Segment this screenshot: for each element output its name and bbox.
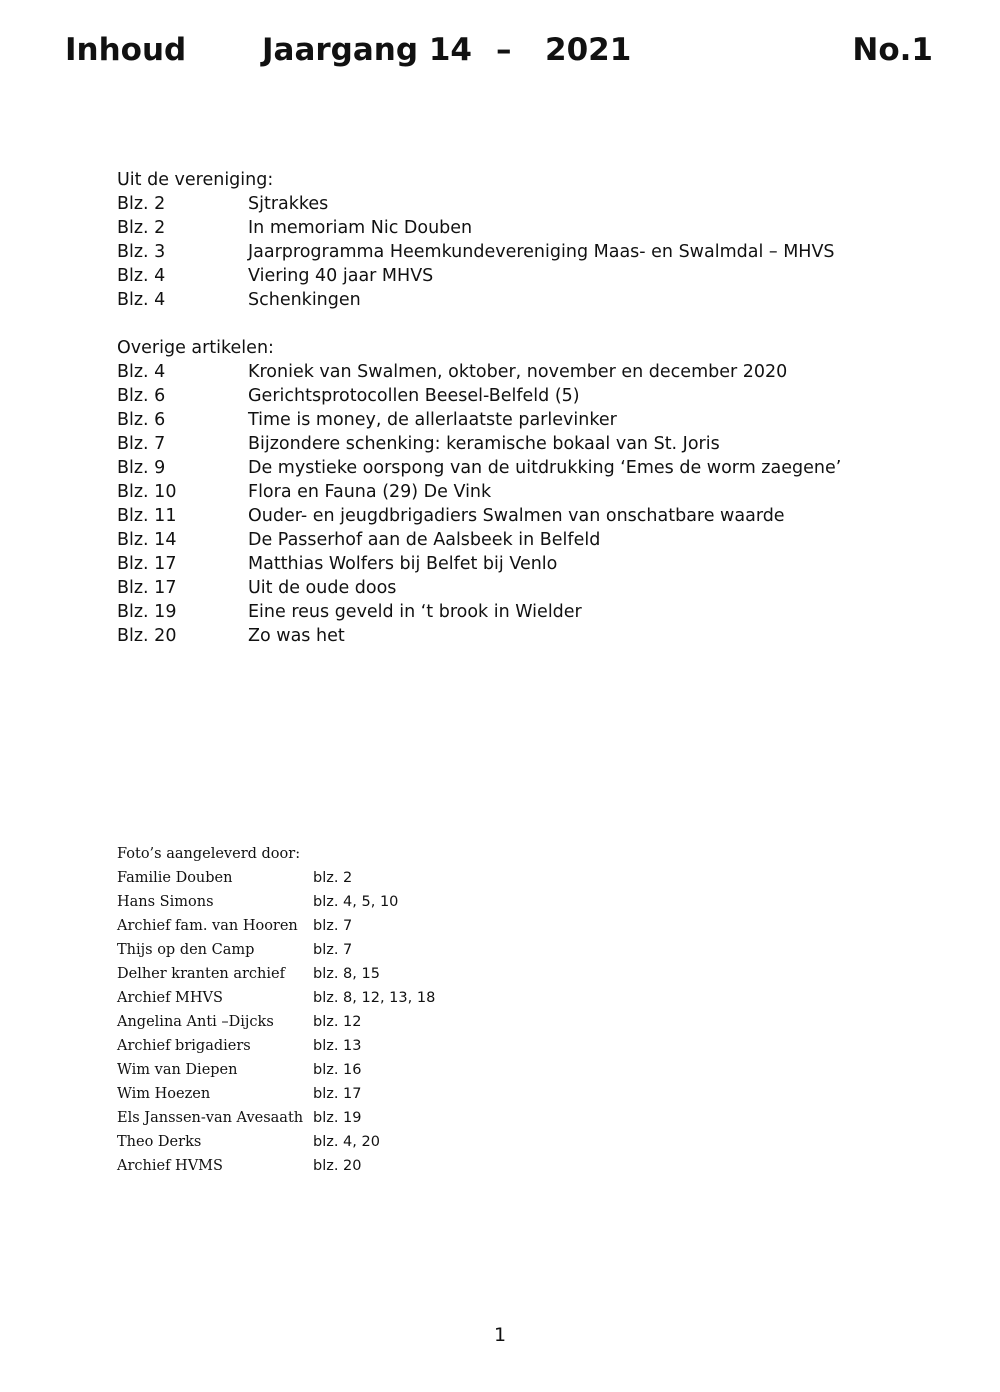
credit-pages: blz. 7 (313, 918, 353, 934)
credit-row (117, 890, 617, 914)
toc-title: Zo was het (248, 626, 345, 646)
credit-pages: blz. 4, 20 (313, 1134, 380, 1150)
page-number: 1 (493, 1324, 507, 1346)
header-issue-number: No.1 (852, 32, 933, 68)
toc-entry (117, 504, 917, 528)
toc-title: Flora en Fauna (29) De Vink (248, 482, 492, 502)
toc-title: Eine reus geveld in ‘t brook in Wielder (248, 602, 582, 622)
header-year: 2021 (545, 32, 632, 68)
toc-title: De Passerhof aan de Aalsbeek in Belfeld (248, 530, 601, 550)
credit-source: Familie Douben (117, 870, 233, 886)
credit-row (117, 1010, 617, 1034)
toc-entry (117, 456, 917, 480)
credit-row (117, 986, 617, 1010)
toc-entry (117, 216, 917, 240)
header-jaargang: Jaargang 14 (262, 32, 472, 68)
credit-source: Theo Derks (117, 1134, 202, 1150)
toc-entry (117, 576, 917, 600)
credit-source: Els Janssen-van Avesaath (117, 1110, 304, 1126)
photo-credits (117, 842, 617, 1178)
toc-title: Sjtrakkes (248, 194, 329, 214)
section-overige-artikelen (117, 336, 917, 648)
section-uit-de-vereniging (117, 168, 917, 312)
toc-title: Viering 40 jaar MHVS (248, 266, 434, 286)
credit-pages: blz. 13 (313, 1038, 362, 1054)
credit-source: Archief MHVS (117, 990, 223, 1006)
toc-entry (117, 192, 917, 216)
toc-entry (117, 624, 917, 648)
credit-source: Wim van Diepen (117, 1062, 238, 1078)
toc-entry (117, 240, 917, 264)
toc-page: Blz. 17 (117, 554, 177, 574)
toc-title: Time is money, de allerlaatste parlevinker (248, 410, 617, 430)
toc-title: Matthias Wolfers bij Belfet bij Venlo (248, 554, 558, 574)
toc-entry (117, 408, 917, 432)
credit-row (117, 1058, 617, 1082)
toc-page: Blz. 14 (117, 530, 177, 550)
toc-title: Schenkingen (248, 290, 361, 310)
toc-title: Kroniek van Swalmen, oktober, november en december 2020 (248, 362, 788, 382)
toc-page: Blz. 2 (117, 194, 166, 214)
toc-page: Blz. 20 (117, 626, 177, 646)
credit-pages: blz. 4, 5, 10 (313, 894, 399, 910)
section-title: Overige artikelen: (117, 338, 274, 358)
page-header (0, 32, 1000, 82)
toc-page: Blz. 2 (117, 218, 166, 238)
toc-page: Blz. 4 (117, 290, 166, 310)
credit-pages: blz. 8, 15 (313, 966, 380, 982)
toc-page: Blz. 3 (117, 242, 166, 262)
credit-source: Delher kranten archief (117, 966, 285, 982)
toc-page: Blz. 7 (117, 434, 166, 454)
credit-source: Wim Hoezen (117, 1086, 211, 1102)
toc-page: Blz. 10 (117, 482, 177, 502)
credit-source: Archief brigadiers (117, 1038, 251, 1054)
credit-row (117, 914, 617, 938)
credit-row (117, 1106, 617, 1130)
toc-title: Uit de oude doos (248, 578, 397, 598)
toc-entry (117, 600, 917, 624)
toc-entry (117, 480, 917, 504)
credit-pages: blz. 7 (313, 942, 353, 958)
credit-row (117, 1034, 617, 1058)
toc-title: Ouder- en jeugdbrigadiers Swalmen van onschatbare waarde (248, 506, 785, 526)
section-title: Uit de vereniging: (117, 170, 274, 190)
credit-row (117, 1130, 617, 1154)
toc-page: Blz. 6 (117, 410, 166, 430)
credit-pages: blz. 17 (313, 1086, 362, 1102)
credit-pages: blz. 12 (313, 1014, 362, 1030)
toc-title: De mystieke oorspong van de uitdrukking ‘Emes de worm zaegene’ (248, 458, 842, 478)
credit-row (117, 866, 617, 890)
credit-row (117, 938, 617, 962)
credit-source: Hans Simons (117, 894, 214, 910)
toc-entry (117, 432, 917, 456)
credit-row (117, 962, 617, 986)
credit-pages: blz. 16 (313, 1062, 362, 1078)
credit-pages: blz. 8, 12, 13, 18 (313, 990, 436, 1006)
toc-title: In memoriam Nic Douben (248, 218, 473, 238)
toc-page: Blz. 4 (117, 266, 166, 286)
credit-row (117, 1154, 617, 1178)
header-title: Inhoud (65, 32, 187, 68)
credit-source: Thijs op den Camp (117, 942, 255, 958)
toc-entry (117, 264, 917, 288)
credit-pages: blz. 19 (313, 1110, 362, 1126)
credit-pages: blz. 2 (313, 870, 353, 886)
toc-page: Blz. 19 (117, 602, 177, 622)
toc-title: Jaarprogramma Heemkundevereniging Maas- en Swalmdal – MHVS (248, 242, 835, 262)
toc-title: Gerichtsprotocollen Beesel-Belfeld (5) (248, 386, 580, 406)
credit-pages: blz. 20 (313, 1158, 362, 1174)
toc-title: Bijzondere schenking: keramische bokaal van St. Joris (248, 434, 720, 454)
credits-title: Foto’s aangeleverd door: (117, 846, 301, 862)
toc-entry (117, 552, 917, 576)
toc-entry (117, 360, 917, 384)
header-dash: – (496, 32, 512, 68)
toc-page: Blz. 9 (117, 458, 166, 478)
credit-source: Archief HVMS (117, 1158, 223, 1174)
toc-page: Blz. 4 (117, 362, 166, 382)
toc-entry (117, 384, 917, 408)
credit-row (117, 1082, 617, 1106)
toc-entry (117, 288, 917, 312)
credit-source: Angelina Anti –Dijcks (117, 1014, 274, 1030)
credit-source: Archief fam. van Hooren (117, 918, 298, 934)
toc-entry (117, 528, 917, 552)
toc-page: Blz. 6 (117, 386, 166, 406)
toc-page: Blz. 17 (117, 578, 177, 598)
toc-page: Blz. 11 (117, 506, 177, 526)
